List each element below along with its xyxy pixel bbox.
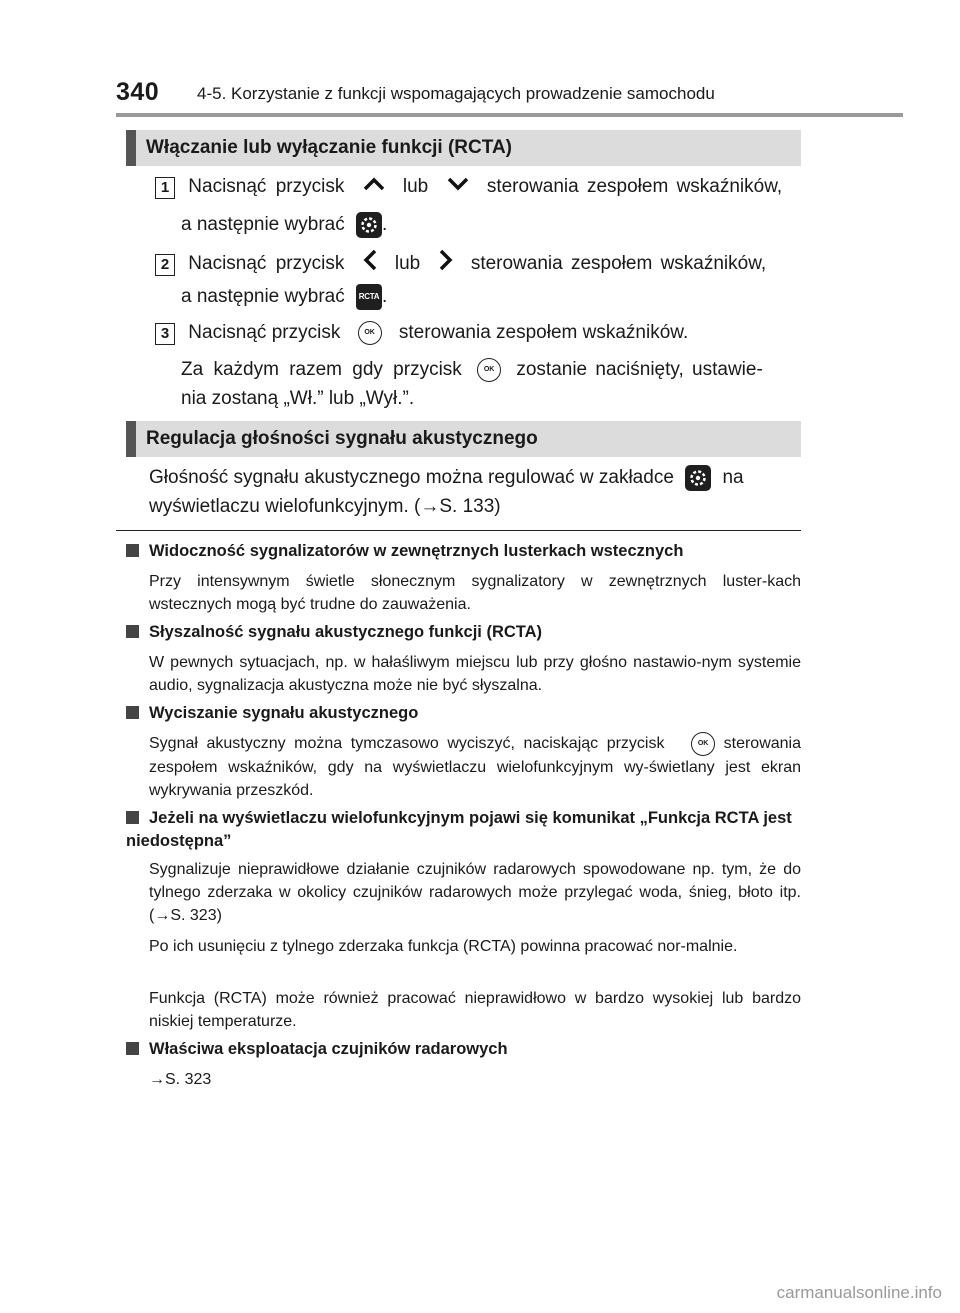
separator bbox=[116, 530, 801, 531]
ok-button-icon: OK bbox=[358, 321, 382, 345]
square-bullet-icon bbox=[126, 706, 139, 719]
chapter-title: 4-5. Korzystanie z funkcji wspomagających prowadzenie samochodu bbox=[197, 84, 715, 103]
square-bullet-icon bbox=[126, 544, 139, 557]
arrow-icon: → bbox=[420, 496, 440, 517]
section-title: Regulacja głośności sygnału akustycznego bbox=[146, 428, 538, 449]
step-number: 1 bbox=[155, 177, 175, 199]
rcta-icon: RCTA bbox=[356, 284, 382, 310]
note-heading: Słyszalność sygnału akustycznego funkcji (RCTA) bbox=[126, 623, 542, 642]
chevron-up-icon bbox=[362, 174, 386, 200]
section-heading-volume bbox=[126, 421, 801, 457]
volume-text-cont: wyświetlaczu wielofunkcyjnym. (→S. 133) bbox=[149, 496, 501, 517]
note-body: Przy intensywnym świetle słonecznym sygnalizatory w zewnętrznych luster-kach wstecznych mogą być trudne do zauważenia. bbox=[149, 573, 801, 613]
step-2: 2 Nacisnąć przycisk lub sterowania zespołem wskaźników, bbox=[155, 248, 805, 280]
note-body: Sygnał akustyczny można tymczasowo wyciszyć, naciskając przycisk OK sterowania zespołem wskaźników, gdy na wyświetlaczu wielofunkcyjnym wy-świetlany jest ekran wykrywania przeszkód. bbox=[149, 732, 801, 802]
square-bullet-icon bbox=[126, 625, 139, 638]
settings-gear-icon bbox=[356, 212, 382, 238]
note-heading: Wyciszanie sygnału akustycznego bbox=[126, 704, 418, 723]
note-heading: Jeżeli na wyświetlaczu wielofunkcyjnym pojawi się komunikat „Funkcja RCTA jest niedostępna” bbox=[126, 809, 792, 850]
note-body: Funkcja (RCTA) może również pracować nieprawidłowo w bardzo wysokiej lub bardzo niskiej temperaturze. bbox=[149, 990, 801, 1030]
square-bullet-icon bbox=[126, 1042, 139, 1055]
note-body: →S. 323 bbox=[149, 1071, 212, 1088]
settings-gear-icon bbox=[685, 465, 711, 491]
watermark: carmanualsonline.info bbox=[776, 1283, 942, 1302]
step-2-cont: a następnie wybrać RCTA . bbox=[181, 284, 387, 310]
step-1: 1 Nacisnąć przycisk lub sterowania zespołem wskaźników, bbox=[155, 174, 805, 200]
note-body: Po ich usunięciu z tylnego zderzaka funkcja (RCTA) powinna pracować nor-malnie. bbox=[149, 938, 738, 955]
arrow-icon: → bbox=[154, 907, 171, 924]
note-heading: Widoczność sygnalizatorów w zewnętrznych lusterkach wstecznych bbox=[126, 542, 683, 561]
note-heading: Właściwa eksploatacja czujników radarowych bbox=[126, 1040, 508, 1059]
step-number: 2 bbox=[155, 254, 175, 276]
header-rule bbox=[116, 113, 903, 117]
step-3-note: Za każdym razem gdy przycisk OK zostanie naciśnięty, ustawie- bbox=[181, 359, 763, 380]
arrow-icon: → bbox=[149, 1071, 165, 1088]
step-1-cont: a następnie wybrać . bbox=[181, 212, 387, 238]
chevron-right-icon bbox=[438, 248, 454, 280]
ok-button-icon: OK bbox=[477, 358, 501, 382]
step-number: 3 bbox=[155, 323, 175, 345]
chevron-down-icon bbox=[446, 174, 470, 200]
volume-text: Głośność sygnału akustycznego można regulować w zakładce na bbox=[149, 465, 801, 491]
ok-button-icon: OK bbox=[691, 732, 715, 756]
note-body: W pewnych sytuacjach, np. w hałaśliwym miejscu lub przy głośno nastawio-nym systemie audio, sygnalizacja akustyczna może nie być słyszalna. bbox=[149, 654, 801, 694]
page-number: 340 bbox=[116, 78, 160, 106]
chevron-left-icon bbox=[362, 248, 378, 280]
step-3: 3 Nacisnąć przycisk OK sterowania zespołem wskaźników. bbox=[155, 320, 805, 346]
square-bullet-icon bbox=[126, 811, 139, 824]
section-heading-rcta-toggle bbox=[126, 130, 801, 166]
step-3-note-cont: nia zostaną „Wł.” lub „Wył.”. bbox=[181, 388, 415, 409]
note-body: Sygnalizuje nieprawidłowe działanie czujników radarowych spowodowane np. tym, że do tylnego zderzaka w okolicy czujników radarowych może przylegać woda, śnieg, błoto itp. (→S. 323) bbox=[149, 861, 801, 924]
section-title: Włączanie lub wyłączanie funkcji (RCTA) bbox=[146, 137, 512, 158]
